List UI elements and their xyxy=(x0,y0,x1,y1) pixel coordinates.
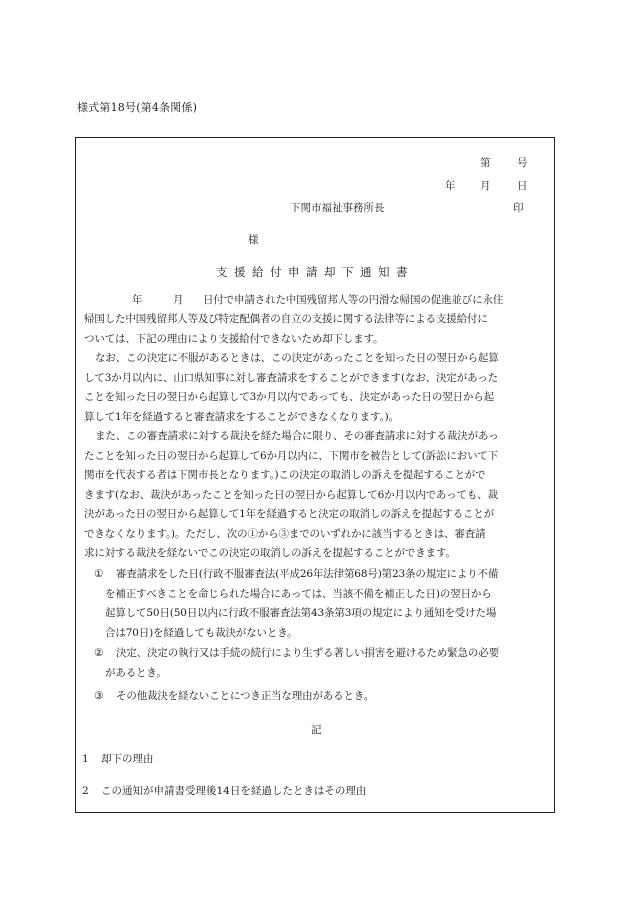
date-month: 月 xyxy=(480,180,491,192)
date-year: 年 xyxy=(445,180,456,192)
item-1-line-2: を補正すべきことを命じられた場合にあっては、当該不備を補正した日)の翌日から xyxy=(105,588,492,600)
lawsuit-line-1: また、この審査請求に対する裁決を経た場合に限り、その審査請求に対する裁決があっ xyxy=(95,430,499,442)
lawsuit-line-6: できなくなります。)。ただし、次の①から③までのいずれかに該当するときは、審査請 xyxy=(84,528,486,540)
item-3-line-1: その他裁決を経ないことにつき正当な理由があるとき。 xyxy=(116,690,375,702)
item-1-line-3: 起算して50日(50日以内に行政不服審査法第43条第3項の規定により通知を受けた場 xyxy=(105,607,497,619)
ki-heading: 記 xyxy=(311,724,322,736)
item-2-line-2: があるとき。 xyxy=(105,667,167,679)
opening-line-3: ついては、下記の理由により支援給付できないため却下します。 xyxy=(84,333,384,345)
appeal-line-4: 算して1年を経過すると審査請求をすることができなくなります。)。 xyxy=(84,411,399,423)
number-go: 号 xyxy=(517,157,528,169)
item-2-marker: ② xyxy=(94,647,104,659)
reason-2-text: この通知が申請書受理後14日を経過したときはその理由 xyxy=(101,785,367,797)
item-3-marker: ③ xyxy=(94,690,104,702)
item-1-line-4: 合は70日)を経過しても裁決がないとき。 xyxy=(105,627,298,639)
seal-mark: 印 xyxy=(513,202,524,214)
item-1-line-1: 審査請求をした日(行政不服審査法(平成26年法律第68号)第23条の規定により不備 xyxy=(116,568,499,580)
lawsuit-line-2: たことを知った日の翌日から起算して6か月以内に、下関市を被告として(訴訟において下 xyxy=(84,450,499,462)
lawsuit-line-7: 求に対する裁決を経ないでこの決定の取消しの訴えを提起することができます。 xyxy=(84,547,456,559)
item-1-marker: ① xyxy=(94,568,104,580)
item-2-line-1: 決定、決定の執行又は手続の続行により生ずる著しい損害を避けるため緊急の必要 xyxy=(116,647,499,659)
addressee-suffix: 様 xyxy=(248,234,259,246)
date-day: 日 xyxy=(517,180,528,192)
opening-month: 月 xyxy=(173,294,184,306)
opening-line-1: 日付で申請された中国残留邦人等の円滑な帰国の促進並びに永住 xyxy=(203,294,504,306)
number-dai: 第 xyxy=(480,157,491,169)
appeal-line-3: ことを知った日の翌日から起算して3か月以内であっても、決定があった日の翌日から起 xyxy=(84,391,494,403)
reason-1-text: 却下の理由 xyxy=(101,753,154,765)
opening-line-2: 帰国した中国残留邦人等及び特定配偶者の自立の支援に関する法律等による支援給付に xyxy=(84,313,488,325)
notice-frame xyxy=(75,137,555,813)
lawsuit-line-3: 関市を代表する者は下関市長となります。)この決定の取消しの訴えを提起することがで xyxy=(84,469,486,481)
document-title: 支援給付申請却下通知書 xyxy=(216,265,414,279)
issuer-name: 下関市福祉事務所長 xyxy=(290,202,385,214)
lawsuit-line-4: きます(なお、裁決があったことを知った日の翌日から起算して6か月以内であっても、裁 xyxy=(84,489,498,501)
reason-1-number: 1 xyxy=(82,753,89,765)
form-number: 様式第18号(第4条関係) xyxy=(77,101,198,114)
lawsuit-line-5: 決があった日の翌日から起算して1年を経過すると決定の取消しの訴えを提起することが xyxy=(84,508,495,520)
appeal-line-1: なお、この決定に不服があるときは、この決定があったことを知った日の翌日から起算 xyxy=(95,352,499,364)
reason-2-number: 2 xyxy=(82,785,89,797)
appeal-line-2: して3か月以内に、山口県知事に対し審査請求をすることができます(なお、決定があった xyxy=(84,372,499,384)
opening-year: 年 xyxy=(132,294,143,306)
